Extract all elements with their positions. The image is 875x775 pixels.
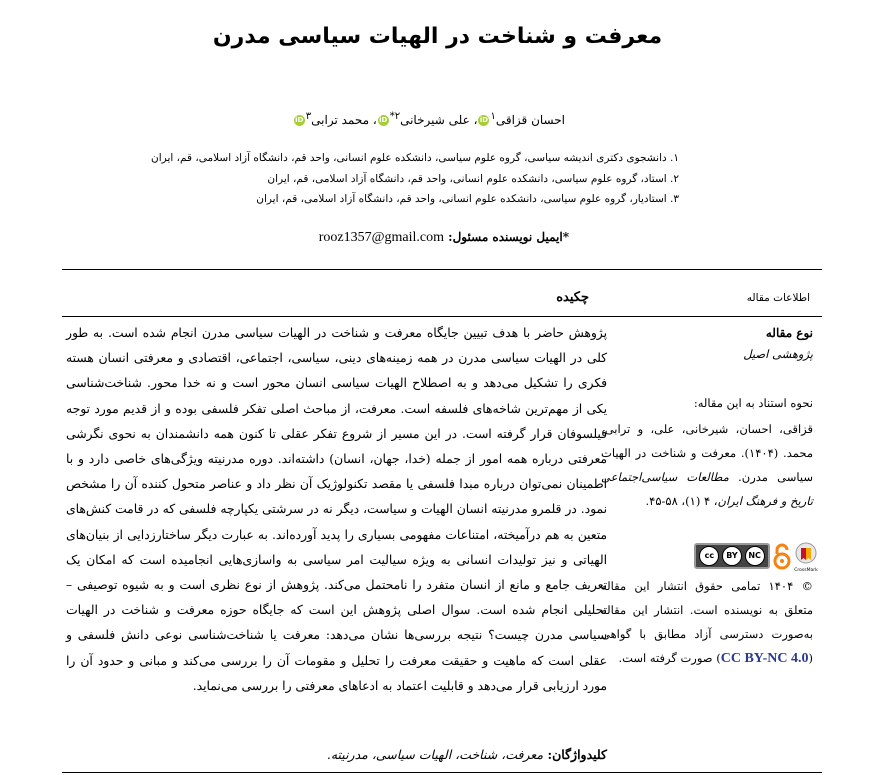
crossmark-icon[interactable] — [794, 542, 818, 573]
license-badges — [694, 541, 818, 571]
creative-commons-icon: cc — [699, 546, 719, 566]
citation-volume: ، ۴ (۱)، ۵۸-۴۵. — [645, 494, 718, 508]
article-info-header: اطلاعات مقاله — [746, 292, 810, 304]
abstract-text: پژوهش حاضر با هدف تبیین جایگاه معرفت و شناخت در الهیات سیاسی مدرن انجام شده است. به طور کلی در الهیات سیاسی مدرن در همه زمینه‌های دینی، سیاسی، اجتماعی، اقتصادی و معرفتی انسان هسته فکری را تشکیل می‌دهد و به اصطلاح الهیات سیاسی انسان محور است و نه خدا محور. شناخت‌شناسی یکی از مهم‌ترین شاخه‌های فلسفه است. معرفت، از مباحث اصلی تفکر فلسفی بوده و از قدیم مورد توجه فیلسوفان قرار گرفته است. در این مسیر از شروع تفکر عقلی تا کنون همه دانشمندان به نحوی نگرشی معرفتی درباره همه امور از جمله (خدا، جهان، انسان) داشته‌اند. دوره مدرنیته ویژگی‌های خاصی دارد و با اطمینان نمی‌توان درباره مبدا فلسفی یا مقصد تکنولوژیک آن نظر داد و عناصر متحول کننده آن را مشخص نمود. در قلمرو مدرنیته انسان الهیات و سیاست، دیگر نه در سرشتی یکپارچه فلسفی که در قامت کنش‌های متعین به هم درآمیخته، امتناعات مفهومی بسیاری را پدید آورده‌اند. به عبارت دیگر ساختارزدایی از بنیان‌های الهیاتی و نیز تولیدات انسانی به ویژه سیالیت امر سیاسی به واسازی‌هایی انجامیده است که امکان یک تعریف جامع و مانع از انسان متفرد را نامحتمل می‌کند. پژوهش از نوع نظری است و به شیوه توصیفی – تحلیلی انجام شده است. سوال اصلی پژوهش این است که جایگاه حوزه معرفت و شناخت در الهیات سیاسی مدرن چیست؟ نتیجه بررسی‌ها نشان می‌دهد: معرفت یا شناخت‌شناسی نوعی دانش فلسفی و عقلی است که ماهیت و حقیقت معرفت را تحلیل و مقومات آن را بررسی می‌کند و مبانی و حدود آن را مورد ارزیابی قرار می‌دهد و قابلیت اعتماد به ادعاهای معرفتی را بررسی می‌نماید. — [66, 326, 607, 693]
email-label: *ایمیل نویسنده مسئول: — [443, 230, 569, 244]
license-link[interactable]: CC BY-NC 4.0 — [720, 651, 809, 666]
copyright-text: © ۱۴۰۴ تمامی حقوق انتشار این مقاله متعلق به نویسنده است. انتشار این مقاله به‌صورت دسترسی آزاد مطابق با گواهی ( — [601, 579, 813, 665]
citation-authors: قزاقی، احسان، شیرخانی، علی، و ترابی، محمد. (۱۴۰۴). معرفت و شناخت در الهیات سیاسی مدرن. — [601, 422, 814, 484]
author-sup: ۳ — [305, 111, 312, 122]
non-commercial-icon: NC — [745, 546, 765, 566]
bottom-rule — [62, 772, 822, 773]
abstract-header: چکیده — [556, 290, 589, 305]
orcid-icon[interactable]: iD — [479, 116, 489, 124]
author-name[interactable]: احسان قزاقی — [495, 113, 565, 127]
keywords-label: کلیدواژگان: — [543, 747, 607, 762]
citation-text — [601, 417, 813, 513]
author-separator: ، — [369, 113, 377, 127]
author-name[interactable]: علی شیرخانی — [400, 113, 470, 127]
crossmark-label: CrossMark — [794, 568, 818, 573]
affiliation-3: ۳. استادیار، گروه علوم سیاسی، دانشکده علوم انسانی، واحد قم، دانشگاه آزاد اسلامی، قم، ایران — [256, 193, 679, 205]
author-line — [65, 111, 565, 127]
keywords — [66, 747, 607, 762]
email-address[interactable]: rooz1357@gmail.com — [318, 230, 444, 245]
author-sup: ۲* — [389, 111, 401, 122]
orcid-icon[interactable]: iD — [379, 116, 388, 124]
top-rule — [62, 269, 822, 270]
by-attribution-icon: BY — [722, 546, 742, 566]
paper-title: معرفت و شناخت در الهیات سیاسی مدرن — [212, 24, 663, 49]
article-type-value: پژوهشی اصیل — [743, 347, 813, 361]
cc-by-nc-badge[interactable] — [694, 543, 770, 569]
author-sup: ۱ — [490, 111, 496, 122]
header-rule — [62, 316, 822, 317]
citation-journal: مطالعات سیاسی‌اجتماعی تاریخ و فرهنگ ایران — [601, 470, 813, 508]
orcid-icon[interactable]: iD — [295, 116, 304, 124]
affiliation-2: ۲. استاد، گروه علوم سیاسی، دانشکده علوم انسانی، واحد قم، دانشگاه آزاد اسلامی، قم، ایران — [267, 173, 679, 185]
keywords-value: معرفت، شناخت، الهیات سیاسی، مدرنیته. — [326, 747, 544, 762]
article-type — [603, 326, 813, 361]
author-name[interactable]: محمد ترابی — [311, 113, 370, 127]
affiliation-1: ۱. دانشجوی دکتری اندیشه سیاسی، گروه علوم سیاسی، دانشکده علوم انسانی، واحد قم، دانشگاه آزاد اسلامی، قم، ایران — [151, 152, 679, 164]
article-type-label: نوع مقاله — [765, 326, 813, 340]
copyright-text-end: ) صورت گرفته است. — [618, 651, 721, 665]
corresponding-email — [69, 230, 569, 246]
open-access-icon[interactable] — [773, 542, 791, 570]
copyright-notice — [601, 574, 813, 671]
author-separator: ، — [469, 113, 478, 127]
citation-label: نحوه استناد به این مقاله: — [693, 396, 813, 410]
